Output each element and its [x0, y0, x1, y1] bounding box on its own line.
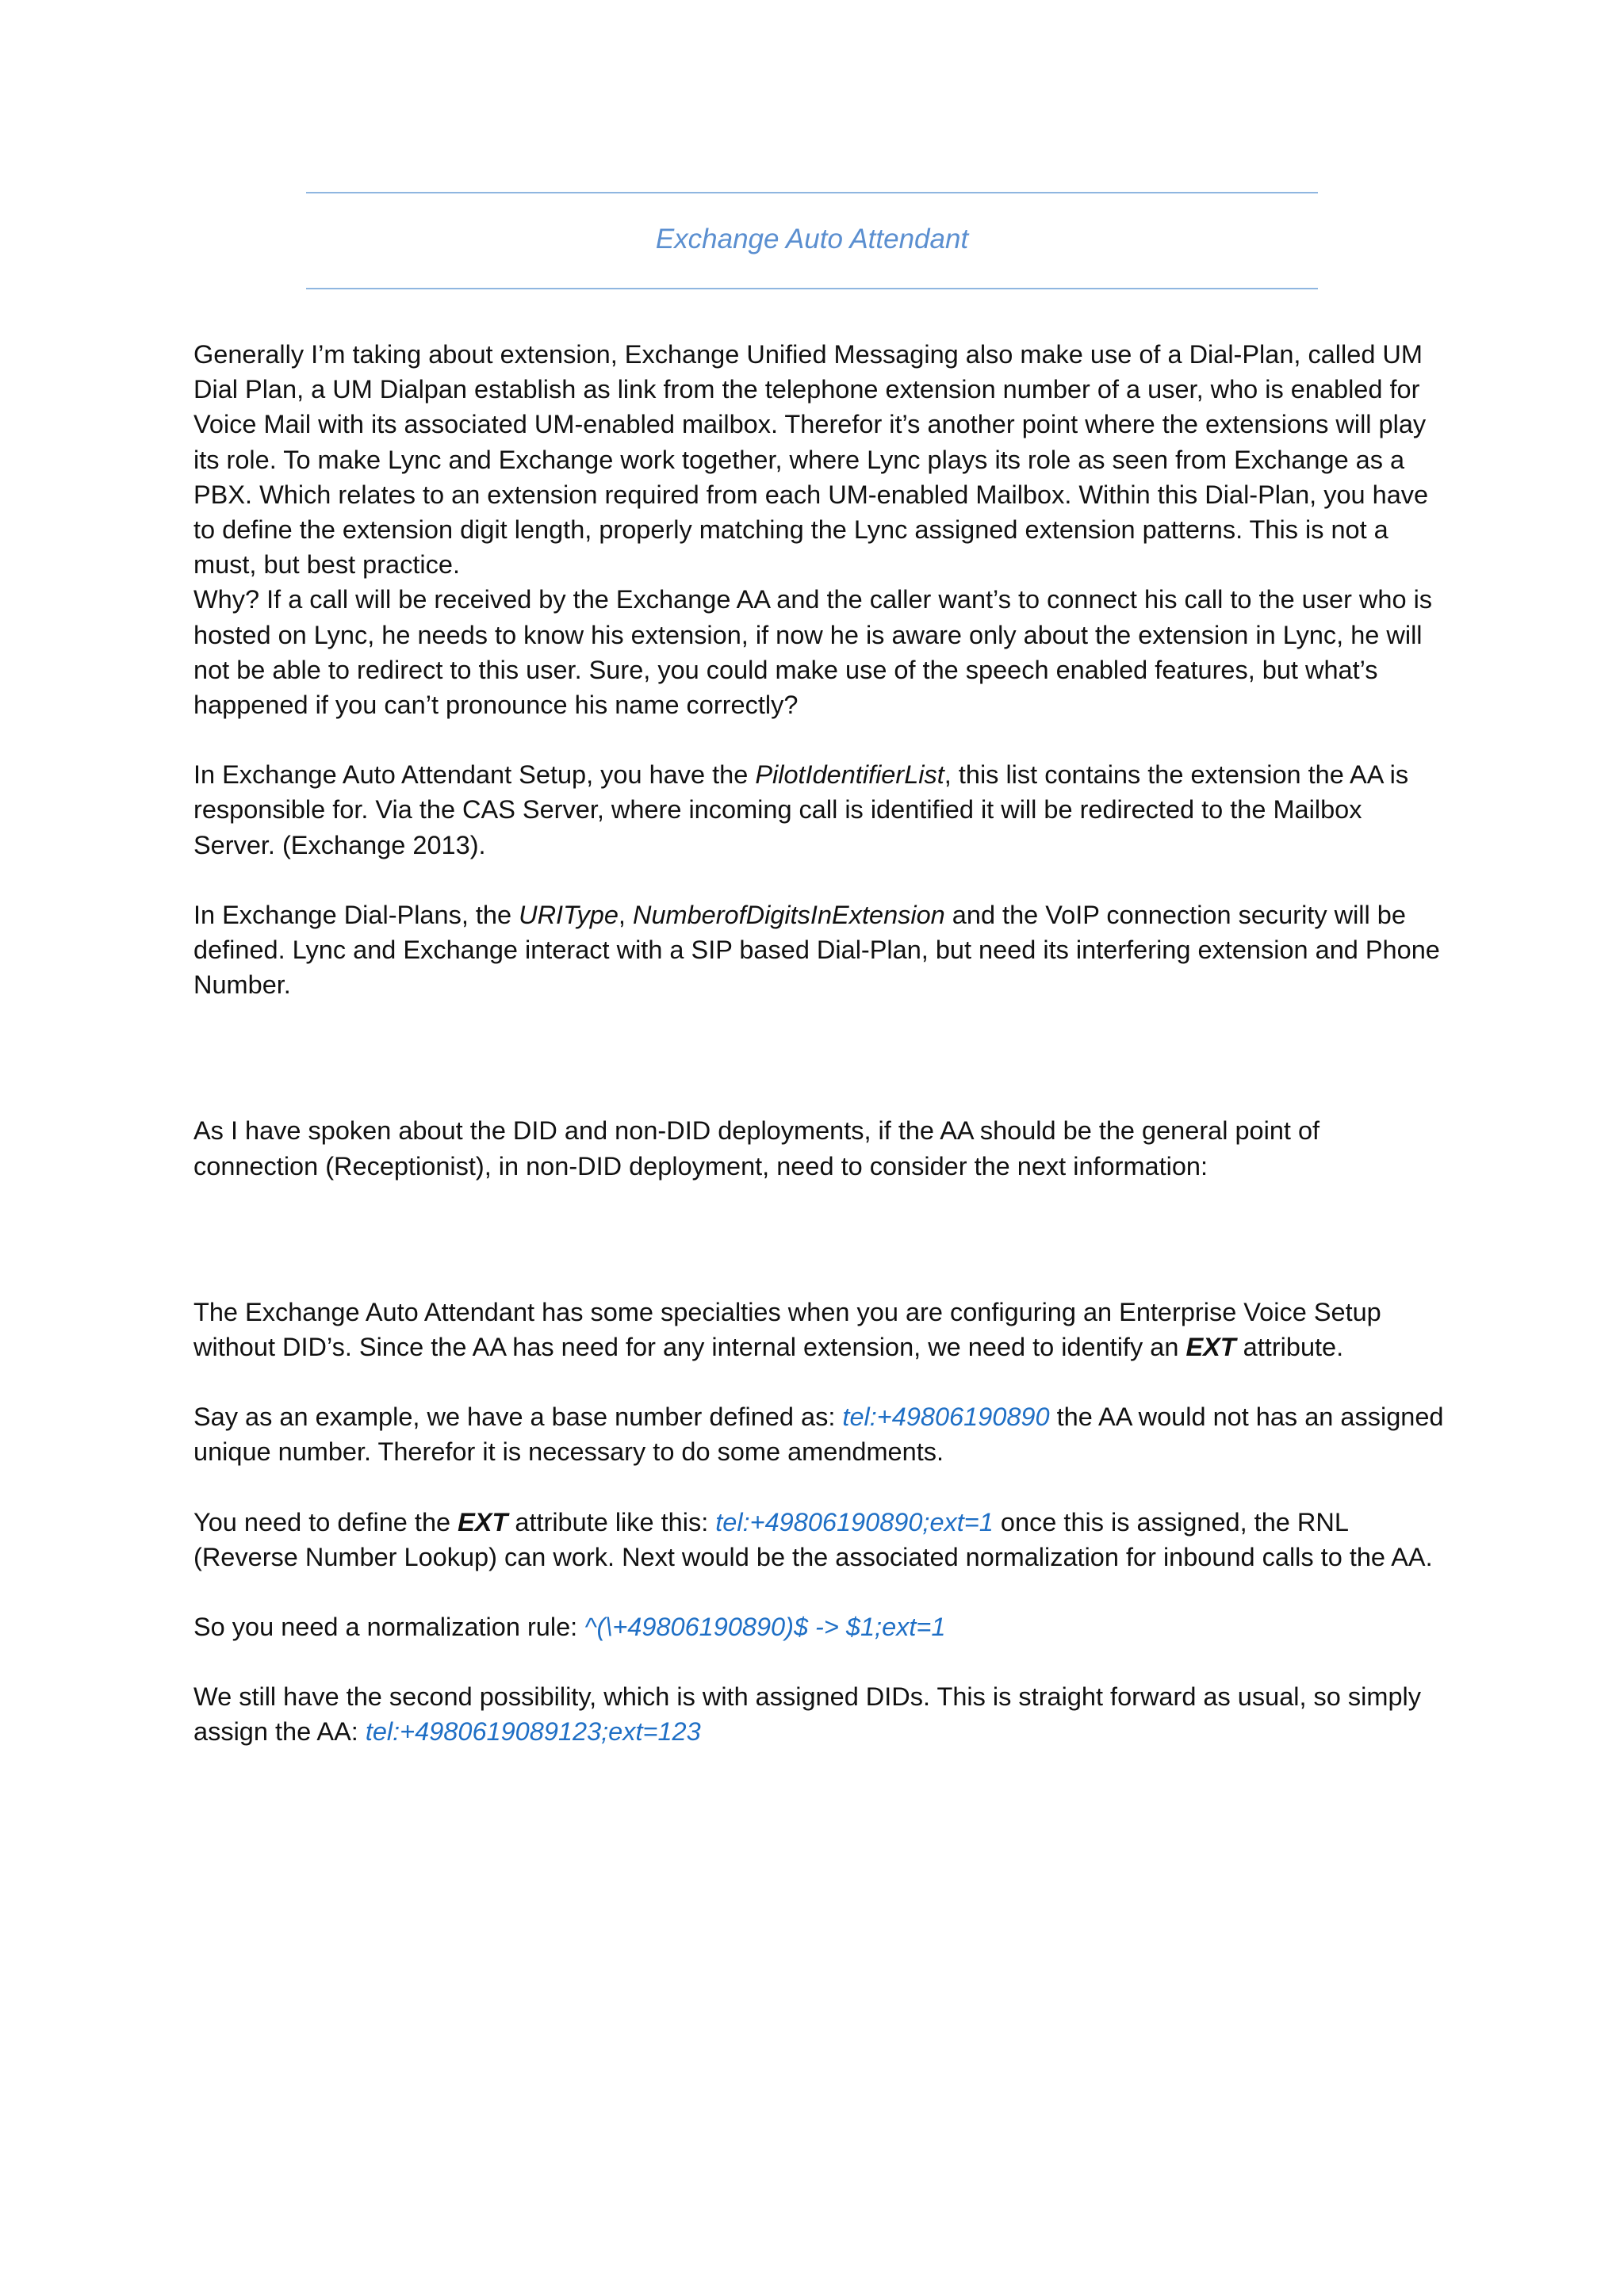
- paragraph-dial-plans: [193, 897, 1446, 1003]
- title-top-rule: [306, 192, 1318, 193]
- paragraph-did-deployments: As I have spoken about the DID and non-DID deployments, if the AA should be the general point of connection (Receptionist), in non-DID deployment, need to consider the next information:: [193, 1116, 1320, 1181]
- paragraph-pilot-identifier: [193, 757, 1446, 863]
- paragraph-spacer: [193, 1184, 1446, 1295]
- text-run: So you need a normalization rule:: [193, 1613, 585, 1642]
- paragraph-spacer: [193, 1364, 1446, 1399]
- paragraph-spacer: [193, 1002, 1446, 1113]
- title-bottom-rule: [306, 288, 1318, 289]
- code-did-number: tel:+4980619089123;ext=123: [365, 1717, 701, 1747]
- text-run: attribute.: [1235, 1333, 1344, 1362]
- text-run: , this list contains the extension the AA is responsible for. Via the CAS Server, where incoming call is identified it will be redirected to the Mailbox Server. (Exchange 2013).: [193, 760, 1409, 859]
- text-run: In Exchange Dial-Plans, the: [193, 900, 519, 929]
- text-run: ,: [618, 900, 633, 929]
- text-run: attribute like this:: [508, 1507, 716, 1536]
- paragraph-spacer: [193, 722, 1446, 757]
- text-run: You need to define the: [193, 1507, 458, 1536]
- text-run: We still have the second possibility, which is with assigned DIDs. This is straight forward as usual, so simply assign the AA:: [193, 1682, 1421, 1747]
- paragraph-spacer: [193, 1644, 1446, 1679]
- term-pilot-identifier-list: PilotIdentifierList: [755, 760, 944, 790]
- code-normalization-rule: ^(\+49806190890)$ -> $1;ext=1: [584, 1613, 946, 1642]
- term-ext: EXT: [458, 1507, 508, 1536]
- text-run: In Exchange Auto Attendant Setup, you have the: [193, 760, 756, 790]
- document-body: [193, 337, 1446, 1750]
- code-base-number: tel:+49806190890: [842, 1402, 1050, 1432]
- text-run: and the VoIP connection security will be defined. Lync and Exchange interact with a SIP based Dial-Plan, but need its interfering extension and Phone Number.: [193, 900, 1440, 1000]
- term-uri-type: URIType: [519, 900, 619, 929]
- text-run: the AA would not has an assigned unique number. Therefor it is necessary to do some amendments.: [193, 1402, 1444, 1467]
- term-ext: EXT: [1185, 1333, 1236, 1362]
- paragraph-um-dial-plan: Generally I’m taking about extension, Exchange Unified Messaging also make use of a Dial-Plan, called UM Dial Plan, a UM Dialpan establish as link from the telephone extension number of a user, who is enabled for Voice Mail with its associated UM-enabled mailbox. Therefor it’s another point where the extensions will play its role. To make Lync and Exchange work together, where Lync plays its role as seen from Exchange as a PBX. Which relates to an extension required from each UM-enabled Mailbox. Within this Dial-Plan, you have to define the extension digit length, properly matching the Lync assigned extension patterns. This is not a must, but best practice.: [193, 340, 1429, 580]
- paragraph-normalization-rule: [193, 1609, 1446, 1644]
- paragraph-spacer: [193, 863, 1446, 897]
- paragraph-why: Why? If a call will be received by the Exchange AA and the caller want’s to connect his call to the user who is hosted on Lync, he needs to know his extension, if now he is aware only about the extension in Lync, he will not be able to redirect to this user. Sure, you could make use of the speech enabled features, but what’s happened if you can’t pronounce his name correctly?: [193, 585, 1433, 720]
- page-title: Exchange Auto Attendant: [655, 224, 969, 254]
- text-run: The Exchange Auto Attendant has some specialties when you are configuring an Enterprise Voice Setup without DID’s. Since the AA has need for any internal extension, we need to identify an: [193, 1297, 1381, 1362]
- paragraph-base-number: [193, 1399, 1446, 1469]
- paragraph-spacer: [193, 1470, 1446, 1505]
- text-run: once this is assigned, the RNL (Reverse Number Lookup) can work. Next would be the associated normalization for inbound calls to the AA.: [193, 1507, 1433, 1571]
- code-ext-number: tel:+49806190890;ext=1: [715, 1507, 994, 1536]
- paragraph-spacer: [193, 1575, 1446, 1609]
- paragraph-define-ext: [193, 1505, 1446, 1575]
- paragraph-assigned-dids: [193, 1679, 1446, 1749]
- term-number-of-digits: NumberofDigitsInExtension: [632, 900, 945, 929]
- text-run: Say as an example, we have a base number defined as:: [193, 1402, 843, 1432]
- paragraph-specialties: [193, 1295, 1446, 1364]
